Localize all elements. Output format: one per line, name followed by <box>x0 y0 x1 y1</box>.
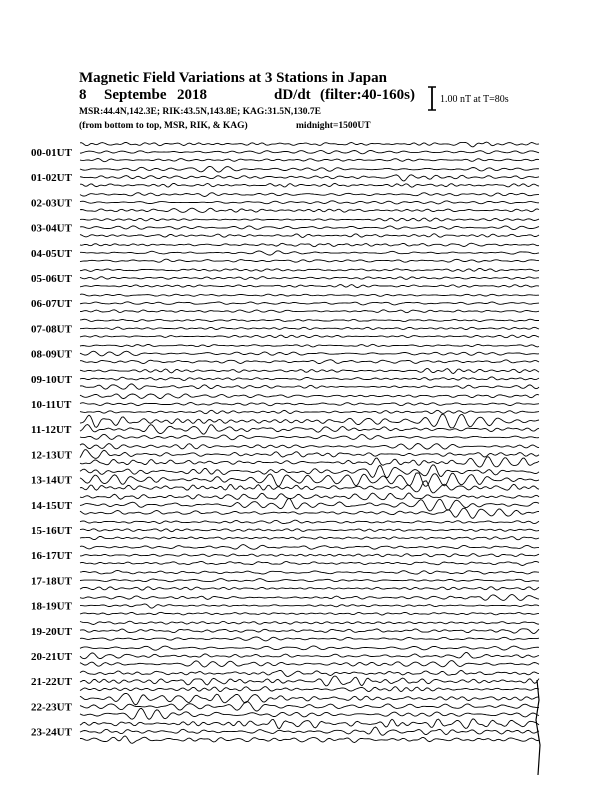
trace-rik <box>80 653 539 659</box>
trace-rik <box>80 554 539 557</box>
month-label: Septembe <box>104 87 167 103</box>
trace-kag <box>80 570 539 574</box>
trace-kag <box>80 166 539 172</box>
hour-label: 20-21UT <box>31 651 72 663</box>
trace-rik <box>80 450 539 459</box>
trace-rik <box>80 226 539 230</box>
hour-label: 01-02UT <box>31 172 72 185</box>
trace-msr <box>80 183 539 187</box>
trace-msr <box>80 384 539 389</box>
hour-label: 10-11UT <box>31 399 72 411</box>
hour-label: 09-10UT <box>31 373 72 386</box>
hour-label: 02-03UT <box>31 197 72 210</box>
trace-kag <box>80 394 539 399</box>
trace-msr <box>80 234 539 238</box>
hour-label: 14-15UT <box>31 499 72 512</box>
hour-label: 00-01UT <box>31 147 72 159</box>
trace-msr <box>80 661 539 667</box>
trace-rik <box>80 277 539 280</box>
trace-rik <box>80 629 539 634</box>
hour-label: 16-17UT <box>31 550 72 563</box>
trace-kag <box>80 493 539 500</box>
trace-msr <box>80 159 539 162</box>
trace-msr <box>80 708 539 719</box>
trace-rik <box>80 702 539 712</box>
trace-msr <box>80 208 539 212</box>
trace-msr <box>80 259 539 262</box>
midnight-note: midnight=1500UT <box>296 121 371 131</box>
hour-label: 17-18UT <box>31 575 72 588</box>
trace-kag <box>80 294 539 296</box>
hour-label: 21-22UT <box>31 676 72 689</box>
trace-rik <box>80 351 539 356</box>
trace-msr <box>80 736 539 743</box>
trace-rik <box>80 302 539 305</box>
trace-kag <box>80 693 539 704</box>
trace-rik <box>80 175 539 181</box>
trace-msr <box>80 561 539 565</box>
trace-kag <box>80 545 539 550</box>
trace-msr <box>80 687 539 692</box>
trace-rik <box>80 676 539 686</box>
trace-kag <box>80 142 539 147</box>
trace-msr <box>80 335 539 338</box>
hour-label: 23-24UT <box>31 726 72 739</box>
trace-msr <box>80 587 539 590</box>
trace-kag <box>80 520 539 523</box>
trace-rik <box>80 473 539 486</box>
hour-label: 05-06UT <box>31 273 72 285</box>
hour-label: 04-05UT <box>31 247 72 260</box>
trace-rik <box>80 201 539 204</box>
trace-rik <box>80 251 539 255</box>
trace-kag <box>80 369 539 374</box>
order-note: (from bottom to top, MSR, RIK, & KAG) <box>79 121 248 131</box>
trace-msr <box>80 637 539 641</box>
trace-kag <box>80 218 539 221</box>
trace-kag <box>80 193 539 197</box>
scale-label: 1.00 nT at T=80s <box>440 94 509 105</box>
trace-msr <box>80 310 539 313</box>
trace-rik <box>80 579 539 582</box>
hour-labels <box>31 147 73 739</box>
hour-label: 12-13UT <box>31 449 72 462</box>
trace-msr <box>80 537 539 540</box>
filter-label: (filter:40-160s) <box>320 87 415 103</box>
trace-lines <box>80 142 540 775</box>
trace-msr <box>80 410 539 413</box>
trace-kag <box>80 646 539 650</box>
chart-title: Magnetic Field Variations at 3 Stations in Japan <box>79 70 387 86</box>
quantity-label: dD/dt <box>274 87 311 103</box>
trace-kag <box>80 719 539 729</box>
trace-kag <box>80 670 539 676</box>
trace-kag <box>80 243 539 247</box>
hour-label: 06-07UT <box>31 298 72 311</box>
trace-kag <box>80 319 539 321</box>
trace-rik <box>80 377 539 381</box>
trace-msr <box>80 457 539 467</box>
hour-label: 18-19UT <box>31 600 72 613</box>
hour-label: 13-14UT <box>31 474 72 487</box>
trace-rik <box>80 327 539 329</box>
trace-kag <box>80 595 539 601</box>
trace-msr <box>80 612 539 615</box>
trace-msr <box>80 481 539 493</box>
trace-rik <box>80 403 539 406</box>
trace-rik <box>80 604 539 608</box>
trace-msr <box>80 360 539 364</box>
trace-msr <box>80 508 539 518</box>
trace-rik <box>80 151 539 154</box>
trace-rik <box>80 498 539 511</box>
year-label: 2018 <box>177 87 207 103</box>
trace-rik <box>80 425 539 435</box>
hour-label: 08-09UT <box>31 348 72 361</box>
trace-kag <box>80 444 539 450</box>
trace-kag <box>80 344 539 347</box>
trace-msr <box>80 285 539 288</box>
hour-label: 19-20UT <box>31 625 72 638</box>
day-label: 8 <box>79 87 87 103</box>
hour-label: 15-16UT <box>31 525 72 537</box>
trace-spike <box>536 680 540 775</box>
hour-label: 11-12UT <box>31 424 72 437</box>
trace-rik <box>80 529 539 532</box>
trace-msr <box>80 434 539 439</box>
hour-label: 07-08UT <box>31 323 72 336</box>
scale-bar <box>428 87 436 110</box>
trace-rik <box>80 727 539 735</box>
stations-label: MSR:44.4N,142.3E; RIK:43.5N,143.8E; KAG:31.5N,130.7E <box>79 107 321 117</box>
trace-kag <box>80 269 539 272</box>
hour-label: 03-04UT <box>31 222 72 235</box>
trace-kag <box>80 621 539 624</box>
hour-label: 22-23UT <box>31 701 72 714</box>
